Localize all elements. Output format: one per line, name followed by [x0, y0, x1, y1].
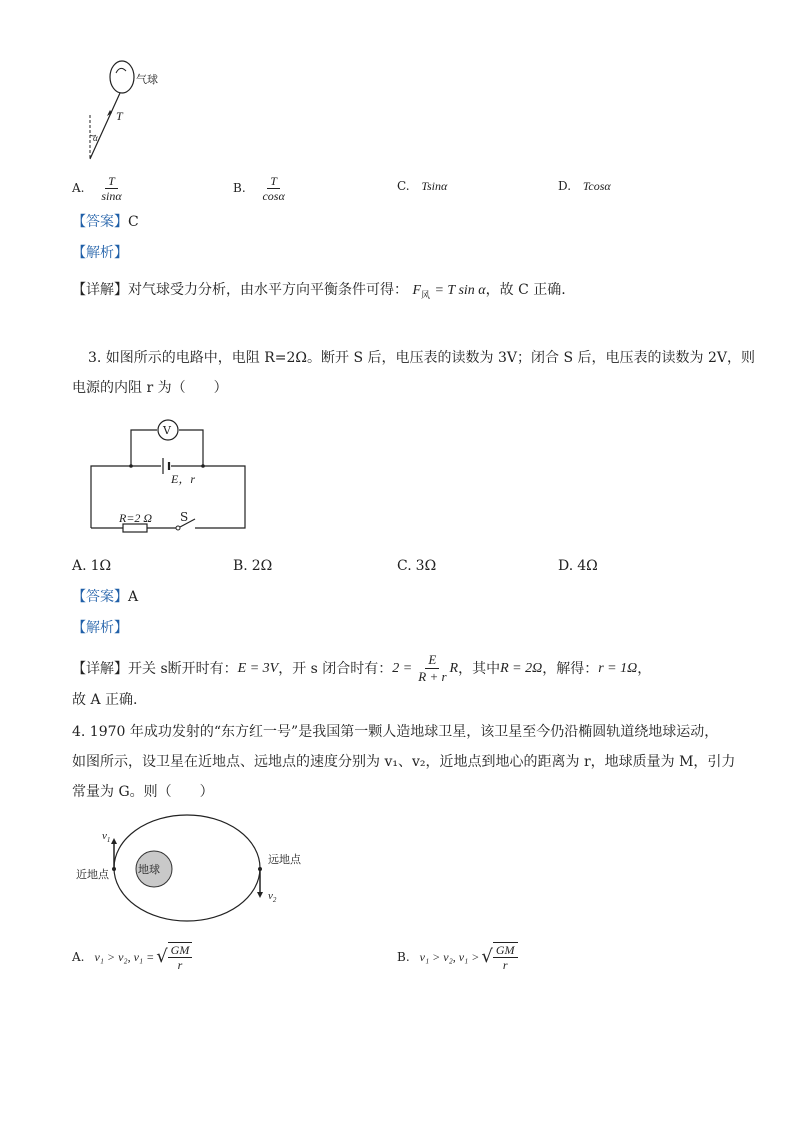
earth-label: 地球 [138, 863, 160, 876]
balloon-shape [110, 61, 134, 93]
q2-analysis-tag: 【解析】 [72, 245, 128, 261]
apogee-label: 远地点 [268, 853, 301, 866]
balloon-string [90, 93, 120, 159]
tension-label: T [116, 109, 123, 123]
q2-detail: 【详解】对气球受力分析，由水平方向平衡条件可得： $F_风 = T$ sin α，故 C 正确. [72, 282, 566, 301]
q2-answer: 【答案】C [72, 214, 139, 230]
q3-option-d[interactable]: D. 4Ω [558, 558, 598, 574]
balloon-label: 气球 [136, 73, 158, 86]
resistor-label: R=2 Ω [119, 511, 153, 525]
switch-label: S [180, 510, 189, 524]
q3-option-b[interactable]: B. 2Ω [233, 558, 273, 574]
voltmeter-label: V [163, 424, 171, 437]
battery-label: E，r [171, 472, 196, 486]
v1-label: $v_1$ [102, 830, 111, 845]
q2-option-c[interactable]: C. Tsinα [397, 179, 448, 193]
q3-stem-line1: 3. 如图所示的电路中，电阻 R=2Ω。断开 S 后，电压表的读数为 3V；闭合 S 后，电压表的读数为 2V，则 [88, 350, 755, 366]
q3-detail-last: 故 A 正确. [72, 692, 138, 708]
q4-stem-line1: 4. 1970 年成功发射的“东方红一号”是我国第一颗人造地球卫星，该卫星至今仍沿椭圆轨道绕地球运动， [72, 724, 719, 740]
angle-label: α [93, 133, 98, 143]
q3-answer: 【答案】A [72, 589, 139, 605]
q3-option-c[interactable]: C. 3Ω [397, 558, 437, 574]
q3-analysis-tag: 【解析】 [72, 620, 128, 636]
q3-stem-line2: 电源的内阻 r 为（ ） [72, 380, 228, 396]
q3-option-a[interactable]: A. 1Ω [72, 558, 112, 574]
v2-label: $v_2$ [268, 890, 277, 905]
q4-option-b[interactable]: B. v₁ > v₂, v₁ > √ $\frac{GM}{r}$ [397, 942, 518, 972]
q4-option-a[interactable]: A. v₁ > v₂, v₁ = √ $\frac{GM}{r}$ [72, 942, 192, 972]
balloon-figure [80, 55, 180, 165]
q2-option-a[interactable]: A. $\frac{T}{\sin\alpha}$ [72, 174, 122, 203]
q4-stem-line3: 常量为 G。则（ ） [72, 784, 214, 800]
q2-option-d[interactable]: D. Tcosα [558, 179, 611, 193]
q3-detail: 【详解】 开关 s断开时有： E = 3V ，开 s 闭合时有： 2 = $\frac{E}{R + r}$ R ，其中 R = 2Ω ，解得： r = 1Ω ， [72, 652, 652, 684]
orbit-diagram [100, 812, 280, 922]
q2-option-b[interactable]: B. $\frac{T}{\cos\alpha}$ [233, 174, 285, 203]
q4-stem-line2: 如图所示，设卫星在近地点、远地点的速度分别为 v₁、v₂，近地点到地心的距离为 r，地球质量为 M，引力 [72, 754, 736, 770]
perigee-label: 近地点 [76, 868, 109, 881]
